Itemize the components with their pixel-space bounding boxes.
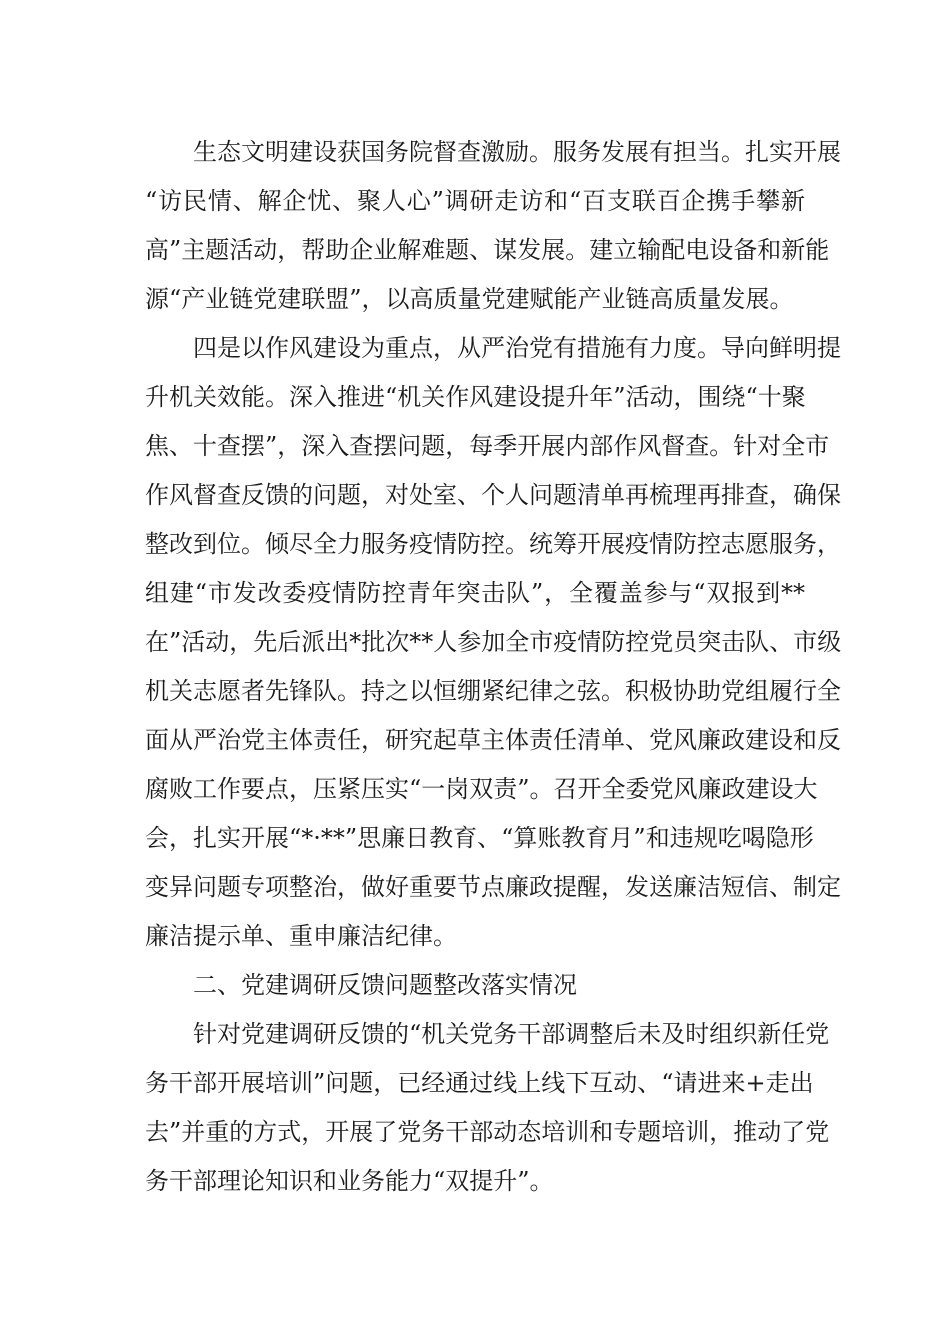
paragraph-line: 会，扎实开展“*·**”思廉日教育、“算账教育月”和违规吃喝隐形 [145,824,814,852]
paragraph-line: 高”主题活动，帮助企业解难题、谋发展。建立输配电设备和新能 [145,236,830,264]
paragraph-line: 焦、十查摆”，深入查摆问题，每季开展内部作风督查。针对全市 [145,432,830,460]
paragraph-line: 面从严治党主体责任，研究起草主体责任清单、党风廉政建设和反 [145,726,841,754]
paragraph-line: 机关志愿者先锋队。持之以恒绷紧纪律之弦。积极协助党组履行全 [145,677,841,705]
paragraph-line: 升机关效能。深入推进“机关作风建设提升年”活动，围绕“十聚 [145,383,806,411]
paragraph-line: 务干部开展培训”问题，已经通过线上线下互动、“请进来+走出 [145,1069,814,1097]
paragraph-line: 四是以作风建设为重点，从严治党有措施有力度。导向鲜明提 [193,334,841,362]
paragraph-line: 去”并重的方式，开展了党务干部动态培训和专题培训，推动了党 [145,1118,830,1146]
paragraph-line: 组建“市发改委疫情防控青年突击队”，全覆盖参与“双报到** [145,579,805,607]
paragraph-line: 源“产业链党建联盟”，以高质量党建赋能产业链高质量发展。 [145,285,794,313]
paragraph-line: 变异问题专项整治，做好重要节点廉政提醒，发送廉洁短信、制定 [145,873,841,901]
paragraph-line: 在”活动，先后派出*批次**人参加全市疫情防控党员突击队、市级 [145,628,842,656]
paragraph-line: 针对党建调研反馈的“机关党务干部调整后未及时组织新任党 [193,1020,830,1048]
paragraph-line: 务干部理论知识和业务能力“双提升”。 [145,1167,554,1195]
section-heading: 二、党建调研反馈问题整改落实情况 [193,971,577,999]
paragraph-line: 生态文明建设获国务院督查激励。服务发展有担当。扎实开展 [193,138,841,166]
paragraph-line: 整改到位。倾尽全力服务疫情防控。统筹开展疫情防控志愿服务， [145,530,841,558]
paragraph-line: 腐败工作要点，压紧压实“一岗双责”。召开全委党风廉政建设大 [145,775,818,803]
paragraph-line: “访民情、解企忧、聚人心”调研走访和“百支联百企携手攀新 [145,187,805,215]
paragraph-line: 作风督查反馈的问题，对处室、个人问题清单再梳理再排查，确保 [145,481,841,509]
paragraph-line: 廉洁提示单、重申廉洁纪律。 [145,922,457,950]
